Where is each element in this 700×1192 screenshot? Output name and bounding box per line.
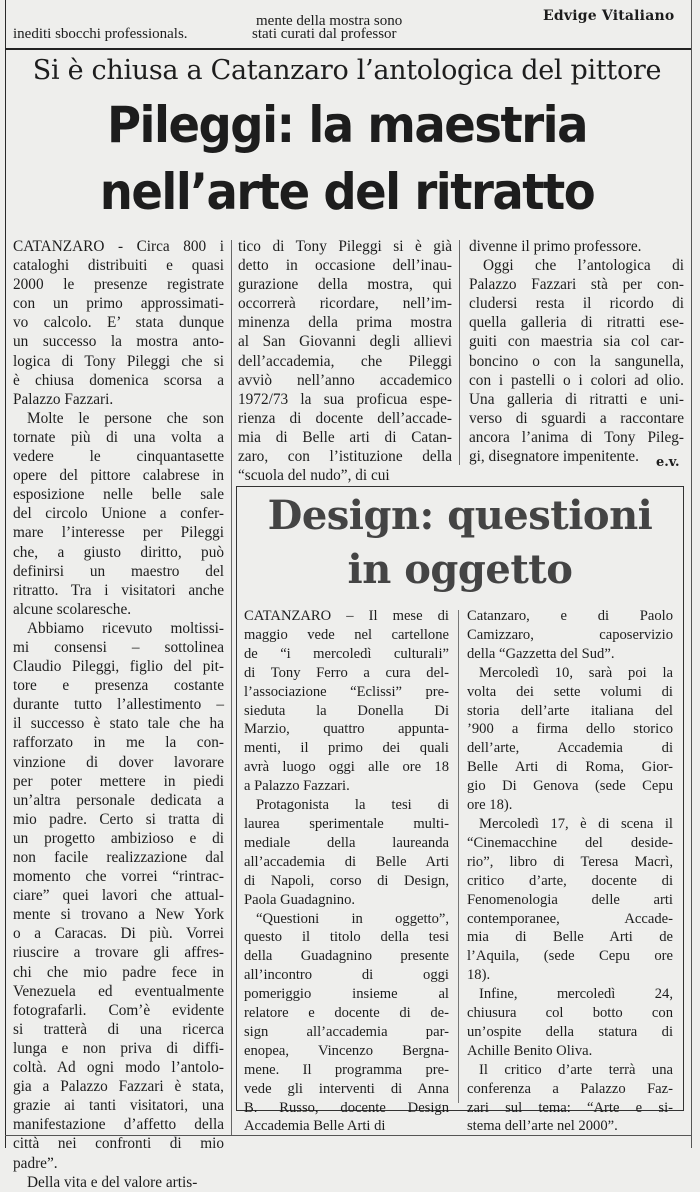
text-line: guiti con maestria sia col car- (469, 333, 684, 351)
text-line: Belle Arti di Roma, Gior- (467, 759, 673, 776)
previous-article-cut-text: mente della mostra sono (256, 13, 403, 29)
text-line: del circolo Unione a confer- (13, 505, 224, 523)
previous-article-fragment-col2: stati curati dal professor (252, 26, 397, 42)
text-line: relatore e docente di de- (244, 1005, 449, 1022)
text-line: gi, disegnatore impenitente. (469, 448, 639, 466)
text-line: vede gli interventi di Anna (244, 1080, 449, 1097)
column-divider-1 (231, 240, 232, 1135)
text-line: Oggi che l’antologica di (483, 257, 684, 275)
text-line: dell’arte, Accademia di (467, 740, 673, 757)
text-line: coltà. Ad ogni modo l’antolo- (13, 1059, 224, 1077)
text-line: della “Gazzetta del Sud”. (467, 645, 615, 662)
text-line: maggio vede nel cartellone (244, 626, 449, 643)
text-line: ciare” quei lavori che attual- (13, 887, 224, 905)
text-line: quella galleria di ritratti ese- (469, 314, 684, 332)
text-line: storia dell’arte italiana del (467, 702, 673, 719)
text-line: all’accademia di Belle Arti (244, 853, 449, 870)
article-signature: e.v. (656, 455, 680, 470)
text-line: gio Di Genova (sede Cepu (467, 778, 673, 795)
text-line: città nei confronti di mio (13, 1135, 224, 1153)
text-line: vinzione di dover lavorare (13, 753, 224, 771)
text-line: zari sul tema: “Arte e si- (467, 1099, 673, 1116)
text-line: un’ospite della statura di (467, 1023, 673, 1040)
box-column-1 (244, 607, 449, 1136)
text-line: gurazione della mostra, qui (238, 276, 452, 294)
text-line: rio”, libro di Teresa Macrì, (467, 853, 673, 870)
text-line: che, a giusto diritto, può (13, 543, 224, 561)
text-line: definirsi un maestro del (13, 562, 224, 580)
text-line: si tratterà di una ricerca (13, 1020, 224, 1038)
text-line: Infine, mercoledì 24, (479, 986, 673, 1003)
text-line: mia di Belle arti di Catan- (238, 428, 452, 446)
text-line: Camizzaro, caposervizio (467, 626, 673, 643)
text-line: Catanzaro, e di Paolo (467, 608, 673, 624)
text-line: tico di Tony Pileggi si è già (238, 238, 452, 255)
text-line: mi consensi – sottolinea (13, 638, 224, 656)
box-title-line1: Design: questioni (267, 492, 653, 539)
text-line: chi che mio padre fece in (13, 963, 224, 981)
text-line: il successo è stato tale che ha (13, 715, 224, 733)
text-line: chiusura col botto con (467, 1005, 673, 1022)
text-line: 2000 le presenze registrate (13, 276, 224, 294)
text-line: B. Russo, docente Design (244, 1099, 449, 1116)
text-line: l’Aquila, (sede Cepu ore (467, 948, 673, 965)
text-line: o a Caracas. Di più. Vorrei (13, 925, 224, 943)
page-border-left (5, 0, 6, 1148)
text-line: opere del pittore calabrese in (13, 467, 224, 485)
text-line: contemporanee, Accade- (467, 910, 673, 927)
text-line: rienza di docente dell’accade- (238, 409, 452, 427)
text-line: Mercoledì 10, sarà poi la (479, 664, 673, 681)
text-line: pomeriggio insieme al (244, 986, 449, 1003)
text-line: Marzio, quattro appunta- (244, 721, 449, 738)
text-line: al San Giovanni degli allievi (238, 333, 452, 351)
text-line: momento che vorrei “rintrac- (13, 868, 224, 886)
text-line: avviò nell’anno accademico (238, 371, 452, 389)
text-line: vo calcolo. E’ stata dunque (13, 314, 224, 332)
text-line: Abbiamo ricevuto moltissi- (27, 619, 224, 637)
text-line: Una galleria di ritratti e uni- (469, 390, 684, 408)
text-line: rafforzato in me la con- (13, 734, 224, 752)
article-headline-line1: Pileggi: la maestria (106, 96, 588, 154)
box-column-divider (458, 610, 459, 1103)
text-line: tore e presenza costante (13, 677, 224, 695)
text-line: a Palazzo Fazzari. (244, 778, 350, 795)
article-column-2 (238, 237, 452, 485)
box-column-2 (467, 607, 673, 1136)
article-kicker: Si è chiusa a Catanzaro l’antologica del pittore (32, 55, 662, 86)
text-line: CATANZARO – Il mese di (244, 608, 449, 624)
text-line: lunga e non priva di diffi- (13, 1039, 224, 1057)
article-column-1 (13, 237, 224, 1192)
text-line: “Questioni in oggetto”, (256, 910, 449, 927)
text-line: di Napoli, corso di Design, (244, 872, 449, 889)
text-line: un progetto ambizioso e di (13, 829, 224, 847)
text-line: mene. Il programma pre- (244, 1061, 449, 1078)
author-byline: Edvige Vitaliano (543, 8, 675, 24)
text-line: volta dei sette volumi di (467, 683, 673, 700)
column-divider-2 (459, 240, 460, 465)
text-line: enopea, Vincenzo Bergna- (244, 1042, 449, 1059)
text-line: Della vita e del valore artis- (27, 1173, 198, 1191)
text-line: dell’accademia, che Pileggi (238, 352, 452, 370)
text-line: conferenza a Palazzo Faz- (467, 1080, 673, 1097)
text-line: divenne il primo professore. (469, 238, 642, 255)
text-line: sieduta la Donella Di (244, 702, 449, 719)
text-line: fotografarli. Com’è evidente (13, 1001, 224, 1019)
text-line: “scuola del nudo”, di cui (238, 467, 390, 485)
text-line: occorrerà ricordare, nell’im- (238, 295, 452, 313)
text-line: riuscire a trovare gli affres- (13, 944, 224, 962)
text-line: mia di Belle Arti de (467, 929, 673, 946)
text-line: esposizione nelle belle sale (13, 486, 224, 504)
text-line: Paola Guadagnino. (244, 891, 356, 908)
text-line: all’incontro di oggi (244, 967, 449, 984)
text-line: ore 18). (467, 797, 513, 814)
text-line: CATANZARO - Circa 800 i (13, 238, 224, 255)
text-line: menti, il primo dei quali (244, 740, 449, 757)
text-line: Achille Benito Oliva. (467, 1042, 593, 1059)
text-line: Fenomenologia delle arti (467, 891, 673, 908)
text-line: Mercoledì 17, è di scena il (479, 815, 673, 832)
text-line: Accademia Belle Arti di (244, 1118, 386, 1135)
text-line: manifestazione d’affetto della (13, 1116, 224, 1134)
text-line: avrà luogo oggi alle ore 18 (244, 759, 449, 776)
text-line: di Tony Ferro a cura del- (244, 664, 449, 681)
header-rule (5, 48, 691, 50)
text-line: l’associazione “Eclissi” pre- (244, 683, 449, 700)
text-line: Claudio Pileggi, figlio del pit- (13, 658, 224, 676)
text-line: de “i mercoledì culturali” (244, 645, 449, 662)
text-line: sign all’accademia par- (244, 1023, 449, 1040)
text-line: cataloghi distribuiti e quasi (13, 257, 224, 275)
text-line: mente si trovano a New York (13, 906, 224, 924)
previous-article-fragment-col1: inediti sbocchi professionals. (13, 26, 188, 42)
text-line: un successo la mostra anto- (13, 333, 224, 351)
text-line: mio padre. Certo si tratta di (13, 810, 224, 828)
text-line: gia a Palazzo Fazzari è stata, (13, 1078, 224, 1096)
text-line: non facile realizzazione dal (13, 849, 224, 866)
text-line: alcune scolaresche. (13, 600, 132, 618)
text-line: con i pastelli o i colori ad olio. (469, 371, 684, 389)
text-line: minenza della prima mostra (238, 314, 452, 332)
text-line: Molte le persone che son (27, 409, 224, 427)
text-line: questo il titolo della tesi (244, 929, 449, 946)
text-line: verso di sguardi a raccontare (469, 409, 684, 427)
text-line: Palazzo Fazzari stà per con- (469, 276, 684, 294)
article-headline-line2: nell’arte del ritratto (99, 163, 595, 221)
text-line: Il critico d’arte terrà una (479, 1061, 673, 1078)
text-line: Protagonista la tesi di (256, 797, 449, 814)
text-line: durante tutto l’allestimento – (13, 696, 224, 714)
text-line: ritratto. Tra i visitatori anche (13, 581, 224, 599)
box-title-line2: in oggetto (347, 546, 573, 593)
text-line: vedere le cinquantasette (13, 448, 224, 466)
text-line: “Cinemacchine del deside- (467, 834, 673, 851)
text-line: per poter mettere in piedi (13, 772, 224, 790)
page-border-right (691, 0, 692, 1148)
text-line: ancora l’anima di Tony Pileg- (469, 428, 684, 446)
text-line: laurea sperimentale multi- (244, 815, 449, 832)
text-line: zaro, con l’istituzione della (238, 448, 452, 466)
text-line: Venezuela ed eventualmente (13, 982, 224, 1000)
text-line: un’altra personale dedicata a (13, 791, 224, 809)
text-line: grazie ai tanti visitatori, una (13, 1097, 224, 1115)
text-line: padre”. (13, 1154, 58, 1172)
text-line: critico d’arte, docente di (467, 872, 673, 889)
article-column-3 (469, 237, 684, 466)
text-line: logica di Tony Pileggi che si (13, 352, 224, 370)
text-line: Palazzo Fazzari. (13, 390, 114, 408)
text-line: con un primo approssimati- (13, 295, 224, 313)
text-line: è chiusa domenica scorsa a (13, 371, 224, 389)
previous-article-fragment-cut (256, 10, 403, 29)
text-line: stema dell’arte nel 2000”. (467, 1118, 618, 1135)
text-line: cludersi resta il ricordo di (469, 295, 684, 313)
text-line: 1972/73 la sua proficua espe- (238, 390, 452, 408)
text-line: mediale della laureanda (244, 834, 449, 851)
text-line: detto in occasione dell’inau- (238, 257, 452, 275)
text-line: ’900 a firma dello storico (467, 721, 673, 738)
text-line: mare l’interesse per Pileggi (13, 524, 224, 542)
text-line: 18). (467, 967, 491, 984)
text-line: tornate più di una volta a (13, 428, 224, 446)
text-line: della Guadagnino presente (244, 948, 449, 965)
text-line: boncino o con la sangunella, (469, 352, 684, 370)
